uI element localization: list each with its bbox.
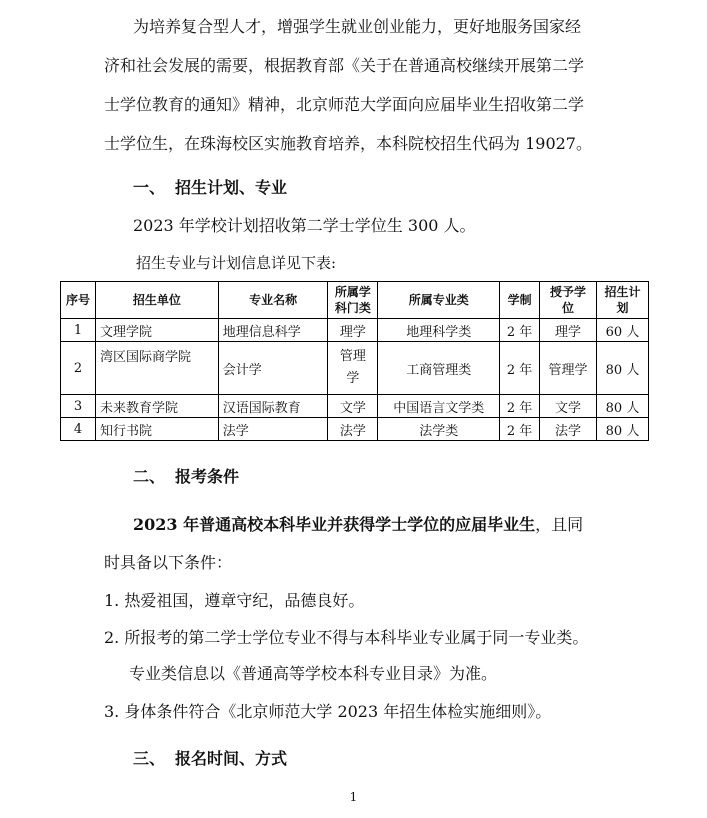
cell-index: 3 <box>61 395 96 418</box>
cell-duration: 2 年 <box>500 418 540 441</box>
header-duration: 学制 <box>500 282 540 319</box>
cell-major: 汉语国际教育 <box>218 395 328 418</box>
cell-major-class: 法学类 <box>378 418 500 441</box>
cell-major: 地理信息科学 <box>218 319 328 342</box>
cell-degree: 管理学 <box>540 342 597 395</box>
cell-major-class: 中国语言文学类 <box>378 395 500 418</box>
section-2-heading <box>133 467 239 487</box>
eligibility-lead-line-2: 时具备以下条件： <box>104 553 233 572</box>
table-intro: 招生专业与计划信息详见下表: <box>136 254 337 272</box>
intro-line-2: 济和社会发展的需要，根据教育部《关于在普通高校继续开展第二学 <box>104 56 585 75</box>
eligibility-lead-rest: ，且同 <box>535 515 584 534</box>
cell-major-class: 地理科学类 <box>378 319 500 342</box>
cell-major: 法学 <box>218 418 328 441</box>
table-header-row <box>61 282 649 319</box>
cell-index: 1 <box>61 319 96 342</box>
header-unit: 招生单位 <box>95 282 218 319</box>
table-row <box>61 418 649 441</box>
table-row <box>61 395 649 418</box>
condition-3: 3. 身体条件符合《北京师范大学 2023 年招生体检实施细则》。 <box>104 702 552 721</box>
cell-degree: 文学 <box>540 395 597 418</box>
cell-degree: 理学 <box>540 319 597 342</box>
condition-2-note: 专业类信息以《普通高等学校本科专业目录》为准。 <box>129 664 498 683</box>
cell-duration: 2 年 <box>500 395 540 418</box>
table-row <box>61 342 649 395</box>
condition-1: 1. 热爱祖国，遵章守纪，品德良好。 <box>104 591 365 610</box>
eligibility-lead-bold: 2023 年普通高校本科毕业并获得学士学位的应届毕业生 <box>133 515 536 534</box>
cell-duration: 2 年 <box>500 342 540 395</box>
enrollment-table <box>60 281 649 441</box>
table-row <box>61 319 649 342</box>
cell-discipline: 法学 <box>328 418 378 441</box>
cell-index: 4 <box>61 418 96 441</box>
cell-unit: 知行书院 <box>95 418 218 441</box>
cell-unit: 湾区国际商学院 <box>95 342 218 395</box>
eligibility-lead <box>133 515 583 535</box>
page-number: 1 <box>349 790 358 804</box>
section-2-title: 报考条件 <box>175 467 240 486</box>
cell-major: 会计学 <box>218 342 328 395</box>
cell-quota: 60 人 <box>597 319 649 342</box>
cell-unit: 未来教育学院 <box>95 395 218 418</box>
cell-unit: 文理学院 <box>95 319 218 342</box>
cell-degree: 法学 <box>540 418 597 441</box>
section-2-number: 二、 <box>133 467 166 486</box>
condition-2: 2. 所报考的第二学士学位专业不得与本科毕业专业属于同一专业类。 <box>104 628 589 647</box>
section-1-number: 一、 <box>133 178 166 197</box>
header-major: 专业名称 <box>218 282 328 319</box>
section-1-heading <box>133 178 287 198</box>
header-quota: 招生计划 <box>597 282 649 319</box>
cell-discipline: 理学 <box>328 319 378 342</box>
section-3-heading <box>133 749 287 769</box>
section-3-title: 报名时间、方式 <box>175 749 288 768</box>
plan-text: 2023 年学校计划招收第二学士学位生 300 人。 <box>133 216 476 235</box>
cell-major-class: 工商管理类 <box>378 342 500 395</box>
header-major-class: 所属专业类 <box>378 282 500 319</box>
cell-quota: 80 人 <box>597 342 649 395</box>
cell-quota: 80 人 <box>597 418 649 441</box>
intro-line-1: 为培养复合型人才，增强学生就业创业能力，更好地服务国家经 <box>133 17 582 36</box>
cell-index: 2 <box>61 342 96 395</box>
intro-line-3: 士学位教育的通知》精神，北京师范大学面向应届毕业生招收第二学 <box>104 95 585 114</box>
cell-duration: 2 年 <box>500 319 540 342</box>
section-3-number: 三、 <box>133 749 166 768</box>
cell-quota: 80 人 <box>597 395 649 418</box>
cell-discipline: 文学 <box>328 395 378 418</box>
section-1-title: 招生计划、专业 <box>175 178 288 197</box>
header-degree: 授予学位 <box>540 282 597 319</box>
intro-line-4: 士学位生，在珠海校区实施教育培养，本科院校招生代码为 19027。 <box>104 134 592 153</box>
header-index: 序号 <box>61 282 96 319</box>
header-discipline: 所属学科门类 <box>328 282 378 319</box>
cell-discipline: 管理学 <box>328 342 378 395</box>
